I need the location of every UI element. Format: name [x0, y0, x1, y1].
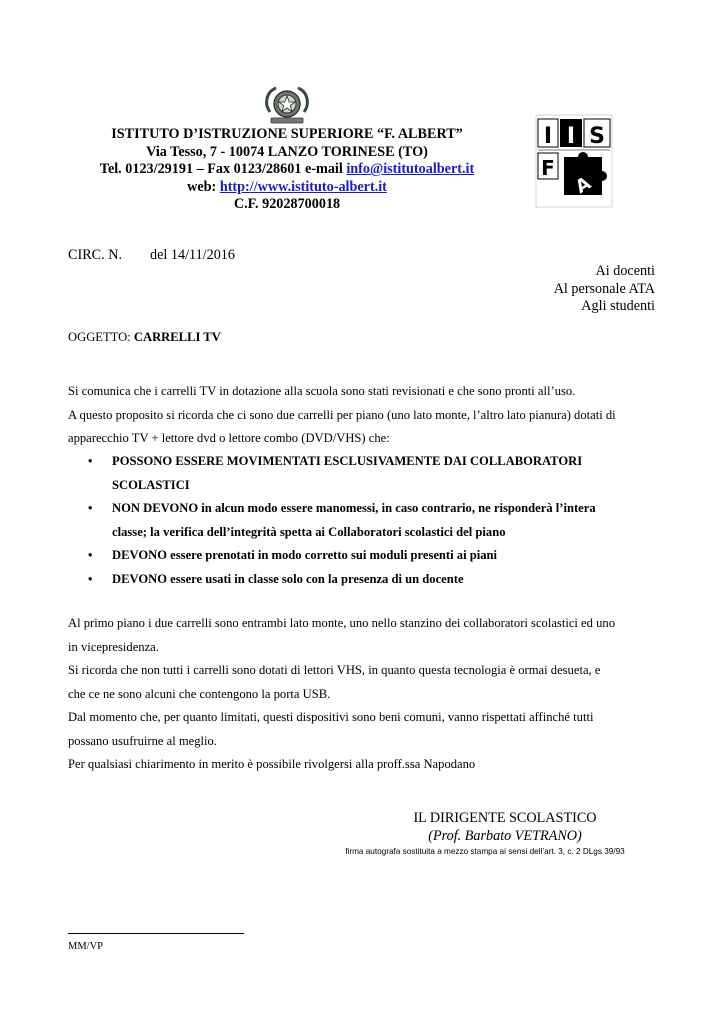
circular-number: CIRC. N.: [68, 247, 122, 263]
list-item-line: DEVONO essere usati in classe solo con la presenza di un docente: [112, 571, 464, 586]
school-contacts: [60, 161, 514, 179]
logo-letter-f: F: [541, 156, 555, 180]
body-line: Al primo piano i due carrelli sono entrambi lato monte, uno nello stanzino dei collaboratori scolastici ed uno: [68, 616, 615, 630]
recipients-block: [554, 263, 655, 316]
school-address: Via Tesso, 7 - 10074 LANZO TORINESE (TO): [146, 143, 428, 160]
school-header: [60, 126, 514, 214]
bullet-icon: •: [88, 571, 93, 586]
recipient-ata-staff: Al personale ATA: [553, 280, 655, 297]
intro-line: apparecchio TV + lettore dvd o lettore combo (DVD/VHS) che:: [68, 431, 390, 445]
bullet-icon: •: [88, 501, 93, 515]
list-item: [88, 568, 648, 592]
list-item-line: NON DEVONO in alcun modo essere manomessi, in caso contrario, ne risponderà l’intera: [112, 501, 596, 515]
list-item: [88, 450, 648, 497]
logo-letter-i1: I: [543, 124, 553, 149]
body-paragraphs: [68, 612, 668, 777]
rules-list: [88, 450, 648, 591]
school-web: [60, 179, 514, 197]
list-item-line: POSSONO ESSERE MOVIMENTATI ESCLUSIVAMENTE DAI COLLABORATORI: [112, 454, 583, 468]
intro-line: A questo proposito si ricorda che ci sono due carrelli per piano (uno lato monte, l’altro lato pianura) dotati di: [68, 407, 616, 422]
signature-title: IL DIRIGENTE SCOLASTICO: [413, 810, 597, 826]
list-item-line: classe; la verifica dell’integrità spetta ai Collaboratori scolastici del piano: [112, 524, 506, 539]
website-link[interactable]: http://www.istituto-albert.it: [219, 178, 387, 195]
footer-reference: MM/VP: [68, 941, 104, 952]
logo-letter-s: S: [589, 124, 605, 149]
tel-fax-text: Tel. 0123/29191 – Fax 0123/28601 e-mail: [99, 161, 347, 177]
signature-block: [400, 810, 610, 845]
signature-note: firma autografa sostituita a mezzo stampa ai sensi dell’art. 3, c. 2 DLgs 39/93: [345, 847, 625, 856]
signature-name: (Prof. Barbato VETRANO): [428, 827, 582, 844]
logo-letter-a: A: [571, 172, 595, 199]
body-line: che ce ne sono alcuni che contengono la porta USB.: [68, 686, 331, 701]
body-line: Dal momento che, per quanto limitati, questi dispositivi sono beni comuni, vanno rispettati affinché tutti: [68, 710, 594, 724]
bullet-icon: •: [88, 454, 93, 468]
intro-line: Si comunica che i carrelli TV in dotazione alla scuola sono stati revisionati e che sono pronti all’uso.: [68, 384, 576, 398]
body-line: Si ricorda che non tutti i carrelli sono dotati di lettori VHS, in quanto questa tecnologia è ormai desueta, e: [68, 663, 601, 677]
recipient-teachers: Ai docenti: [595, 263, 655, 279]
body-line: possano usufruirne al meglio.: [68, 733, 217, 748]
subject-value: CARRELLI TV: [133, 330, 221, 344]
tax-code: C.F. 92028700018: [233, 196, 341, 212]
circular-date: del 14/11/2016: [150, 247, 235, 263]
intro-paragraph: [68, 380, 668, 451]
school-name: ISTITUTO D’ISTRUZIONE SUPERIORE “F. ALBERT”: [111, 126, 463, 142]
list-item: [88, 497, 648, 544]
body-line: Per qualsiasi chiarimento in merito è possibile rivolgersi alla proff.ssa Napodano: [68, 757, 476, 771]
list-item: [88, 544, 648, 568]
logo-letter-i2: I: [566, 124, 576, 149]
footer-divider: [68, 933, 244, 934]
republic-emblem: [262, 84, 312, 126]
list-item-line: SCOLASTICI: [112, 477, 190, 492]
web-label: web:: [187, 178, 220, 195]
body-line: in vicepresidenza.: [68, 639, 159, 654]
subject-line: [68, 330, 221, 345]
recipient-students: Agli studenti: [581, 298, 655, 314]
school-logo: [534, 113, 614, 209]
subject-label: OGGETTO:: [68, 330, 134, 344]
bullet-icon: •: [88, 548, 93, 562]
list-item-line: DEVONO essere prenotati in modo corretto sui moduli presenti ai piani: [112, 548, 498, 562]
email-link[interactable]: info@istitutoalbert.it: [346, 161, 475, 177]
